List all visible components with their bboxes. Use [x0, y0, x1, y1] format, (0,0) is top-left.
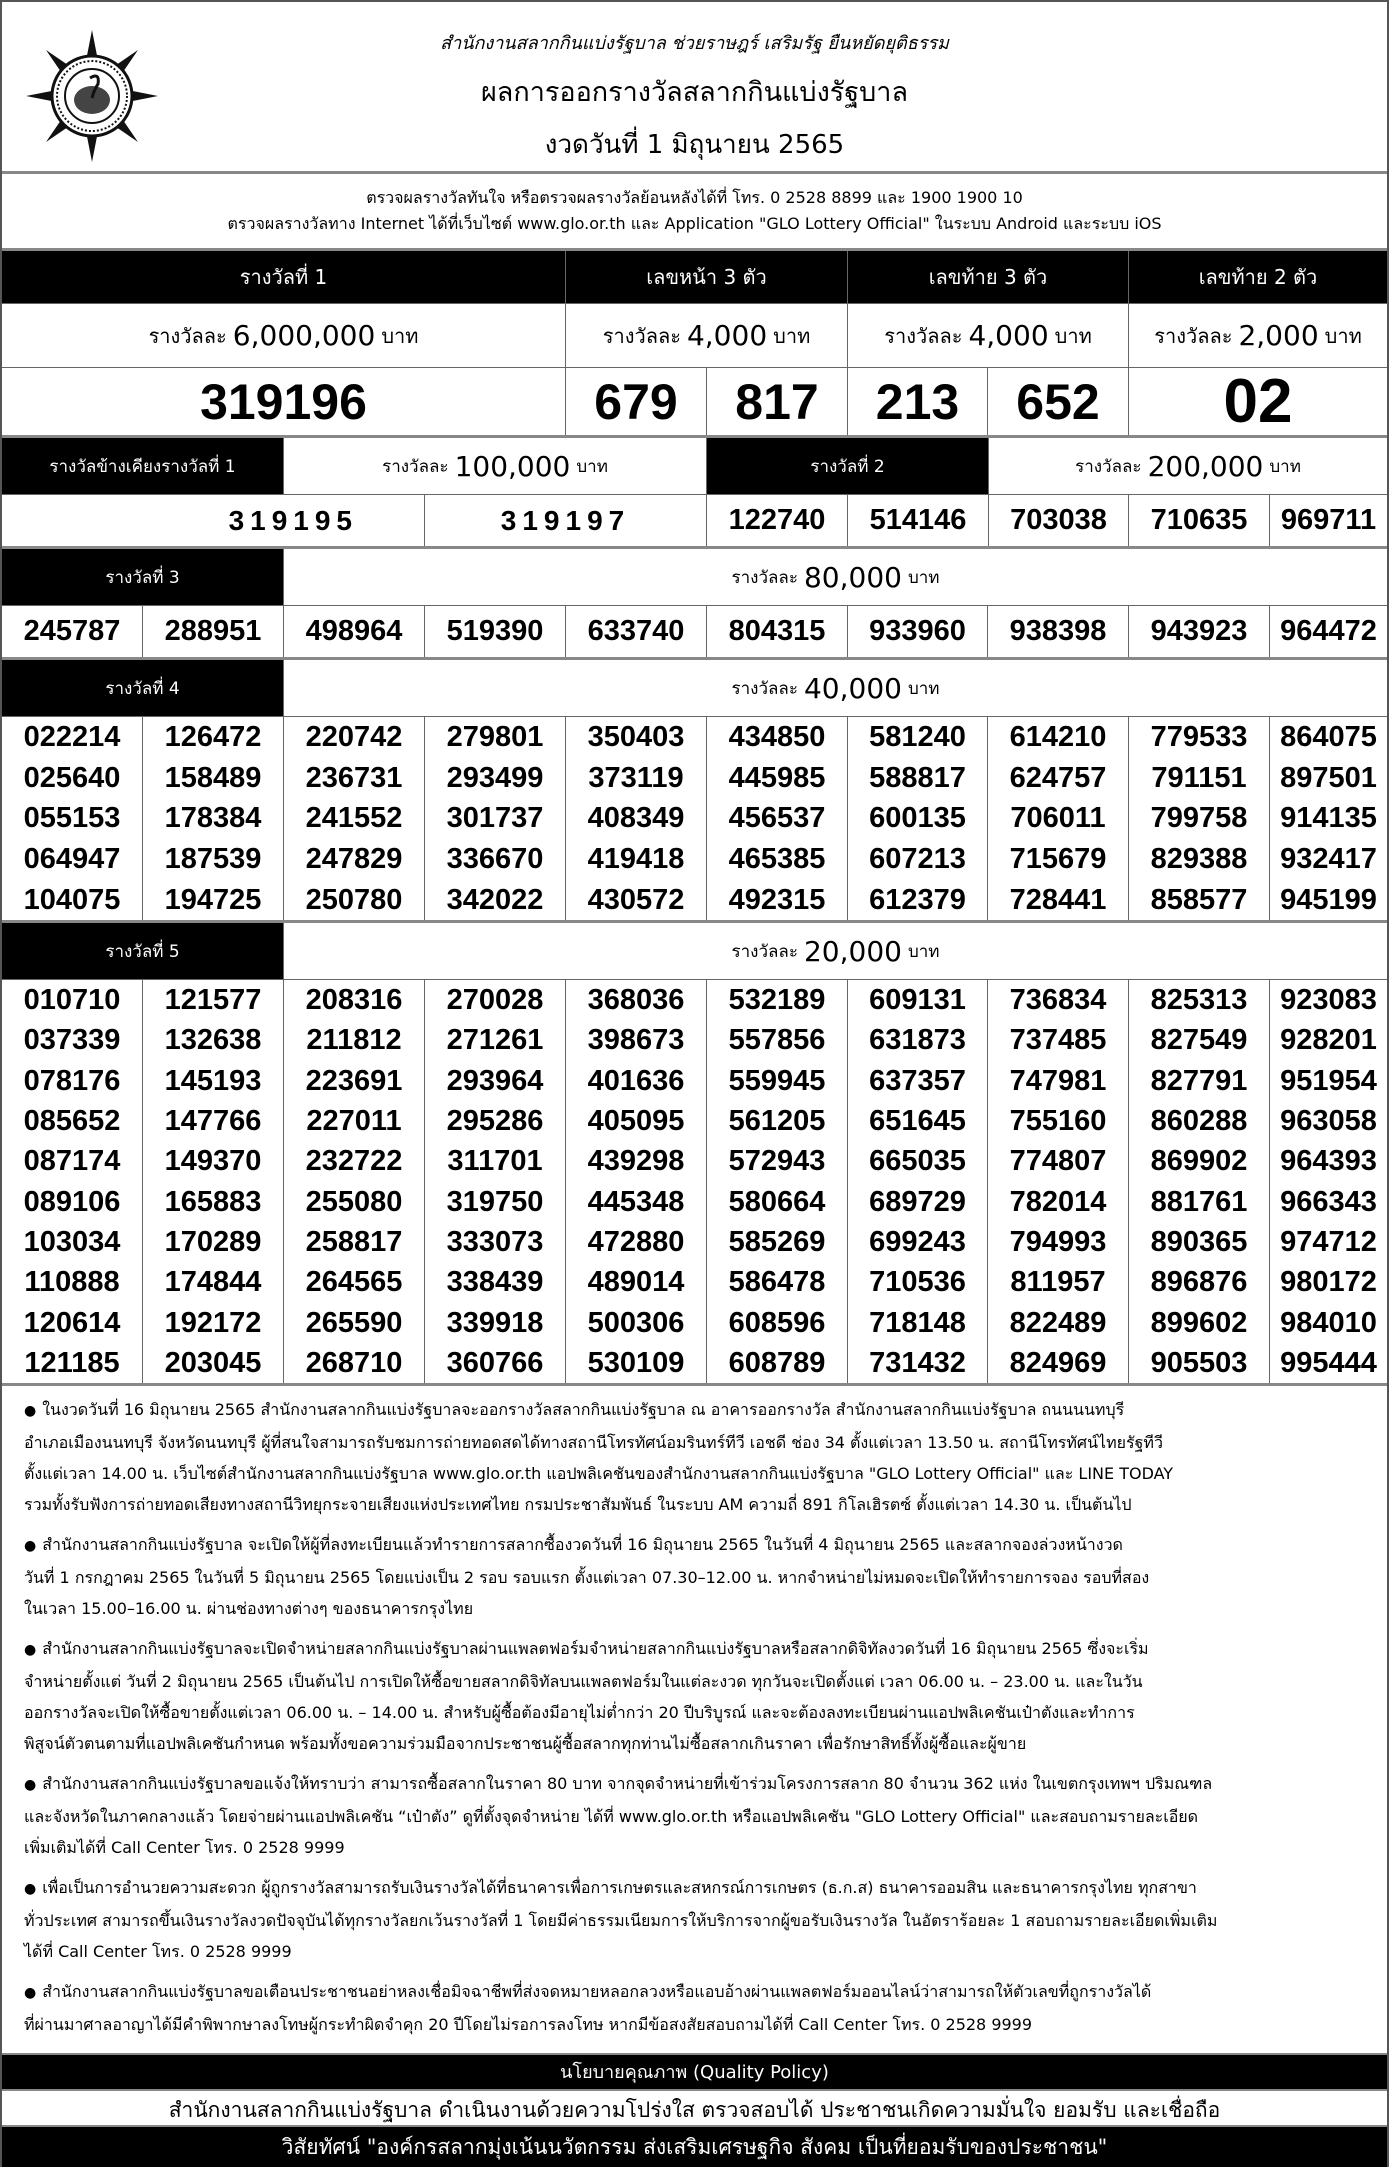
fifth-prize-number: 890365 — [1150, 1225, 1248, 1258]
fourth-prize-column — [425, 717, 566, 920]
announcement-text: พิสูจน์ตัวตนตามที่แอปพลิเคชันกำหนด พร้อมทั้งขอความร่วมมือจากประชาชนผู้ซื้อสลากทุกท่านไม่ซื้อสลากเกินราคา เพื่อรักษาสิทธิ์ทั้งผู้ซื้อและผู้ขาย — [24, 1734, 1027, 1753]
announcement-item — [24, 1976, 1367, 2040]
fourth-prize-number: 492315 — [728, 883, 826, 916]
fourth-prize-number: 465385 — [728, 843, 826, 876]
fifth-prize-number: 145193 — [164, 1064, 262, 1097]
fifth-prize-number: 580664 — [728, 1185, 826, 1218]
fifth-prize-number: 132638 — [164, 1024, 262, 1057]
fifth-prize-number: 822489 — [1009, 1306, 1107, 1339]
fourth-prize-number: 829388 — [1150, 843, 1248, 876]
fifth-prize-column — [284, 980, 425, 1383]
announcement-text: สำนักงานสลากกินแบ่งรัฐบาลขอเตือนประชาชนอย่าหลงเชื่อมิจฉาชีพที่ส่งจดหมายหลอกลวงหรือแอบอ้างผ่านแพลตฟอร์มออนไลน์ว่าสามารถให้ตัวเลขที่ถูกรางวัลได้ — [42, 1982, 1152, 2001]
fifth-prize-number: 149370 — [164, 1145, 262, 1178]
fifth-prize-number: 710536 — [869, 1266, 966, 1299]
fifth-prize-number: 010710 — [23, 984, 121, 1017]
page-title: ผลการออกรางวัลสลากกินแบ่งรัฐบาล — [480, 77, 909, 108]
last3-number: 652 — [988, 368, 1129, 435]
bullet-icon: ● — [24, 1538, 37, 1554]
announcement-text: สำนักงานสลากกินแบ่งรัฐบาลจะเปิดจำหน่ายสลากกินแบ่งรัฐบาลผ่านแพลตฟอร์มจำหน่ายสลากกินแบ่งรัฐบาลหรือสลากดิจิทัลงวดวันที่ 16 มิถุนายน 2565 ซึ่งจะเริ่ม — [42, 1639, 1149, 1658]
bullet-icon: ● — [24, 1642, 37, 1658]
announcement-line — [24, 1529, 1367, 1562]
fifth-prize-number: 333073 — [446, 1225, 544, 1258]
fourth-prize-number: 055153 — [23, 802, 121, 835]
fourth-prize-number: 064947 — [23, 843, 121, 876]
fifth-prize-number: 561205 — [728, 1105, 826, 1138]
fourth-prize-number: 607213 — [869, 843, 966, 876]
fifth-prize-number: 271261 — [446, 1024, 544, 1057]
announcement-item — [24, 1394, 1367, 1520]
fourth-prize-number: 430572 — [587, 883, 685, 916]
fourth-prize-number: 301737 — [446, 802, 544, 835]
announcement-item — [24, 1529, 1367, 1624]
announcement-line — [24, 2009, 1367, 2040]
announcement-line — [24, 1697, 1367, 1728]
announcement-line — [24, 1666, 1367, 1697]
fifth-prize-number: 860288 — [1150, 1105, 1248, 1138]
announcement-line — [24, 1936, 1367, 1967]
fifth-prize-number: 110888 — [24, 1266, 120, 1299]
fifth-prize-column — [143, 980, 284, 1383]
announcement-item — [24, 1633, 1367, 1759]
fourth-prize-column — [1270, 717, 1387, 920]
fifth-prize-number: 500306 — [587, 1306, 685, 1339]
fourth-prize-number: 612379 — [869, 883, 966, 916]
fifth-prize-number: 755160 — [1009, 1105, 1107, 1138]
fourth-prize-number: 715679 — [1009, 843, 1107, 876]
fifth-prize-number: 208316 — [305, 984, 403, 1017]
fifth-prize-number: 736834 — [1009, 984, 1107, 1017]
fourth-prize-number: 342022 — [446, 883, 544, 916]
second-prize-number: 969711 — [1280, 504, 1377, 536]
third-prize-number: 933960 — [848, 606, 988, 657]
fifth-prize-number: 557856 — [728, 1024, 826, 1057]
fourth-prize-number: 178384 — [164, 802, 262, 835]
nearby-first-amount: รางวัลละ 100,000 บาท — [284, 438, 707, 494]
fifth-prize-number: 774807 — [1009, 1145, 1107, 1178]
fourth-prize-number: 791151 — [1151, 761, 1247, 794]
fourth-prize-column — [988, 717, 1129, 920]
fifth-prize-column — [848, 980, 988, 1383]
announcement-line — [24, 1562, 1367, 1593]
fourth-prize-number: 914135 — [1280, 802, 1377, 835]
second-prize-label: รางวัลที่ 2 — [707, 438, 989, 494]
fifth-prize-number: 293964 — [446, 1064, 544, 1097]
fourth-prize-number: 247829 — [305, 843, 403, 876]
fifth-prize-number: 338439 — [446, 1266, 544, 1299]
announcement-text: เพิ่มเติมได้ที่ Call Center โทร. 0 2528 9999 — [24, 1838, 345, 1857]
fifth-prize-number: 087174 — [23, 1145, 121, 1178]
announcement-text: สำนักงานสลากกินแบ่งรัฐบาล จะเปิดให้ผู้ที่ลงทะเบียนแล้วทำรายการสลากซื้องวดวันที่ 16 มิถุนายน 2565 ในวันที่ 4 มิถุนายน 2565 และสลากจองล่วงหน้างวด — [42, 1535, 1123, 1554]
fifth-prize-number: 439298 — [587, 1145, 685, 1178]
draw-date: งวดวันที่ 1 มิถุนายน 2565 — [544, 130, 845, 160]
announcement-line — [24, 1801, 1367, 1832]
fourth-prize-grid — [2, 716, 1387, 920]
last2-amount: รางวัลละ 2,000 บาท — [1154, 319, 1362, 352]
fifth-prize-number: 899602 — [1150, 1306, 1248, 1339]
third-prize-label: รางวัลที่ 3 — [2, 549, 284, 605]
fifth-prize-number: 121185 — [24, 1346, 120, 1379]
third-prize-number: 633740 — [566, 606, 707, 657]
announcement-text: จำหน่ายตั้งแต่ วันที่ 2 มิถุนายน 2565 เป็นต้นไป การเปิดให้ซื้อขายสลากดิจิทัลบนแพลตฟอร์มในแต่ละงวด ทุกวันจะเปิดตั้งแต่ เวลา 06.00 น. – 23.00 น. และในวัน — [24, 1672, 1143, 1691]
announcements — [2, 1383, 1387, 2053]
second-prize-amount: รางวัลละ 200,000 บาท — [1075, 449, 1301, 483]
fifth-prize-number: 268710 — [305, 1346, 403, 1379]
check-results-info — [2, 174, 1387, 251]
fifth-prize-column — [2, 980, 143, 1383]
fifth-prize-number: 747981 — [1009, 1064, 1107, 1097]
announcement-line — [24, 1905, 1367, 1936]
fifth-prize-number: 192172 — [164, 1306, 262, 1339]
fifth-prize-grid — [2, 979, 1387, 1383]
vision-statement: วิสัยทัศน์ "องค์กรสลากมุ่งเน้นนวัตกรรม ส่งเสริมเศรษฐกิจ สังคม เป็นที่ยอมรับของประชาชน" — [2, 2127, 1387, 2167]
fifth-prize-column — [1270, 980, 1387, 1383]
fourth-prize-column — [707, 717, 848, 920]
fifth-prize-section — [2, 920, 1387, 1383]
fifth-prize-label: รางวัลที่ 5 — [2, 923, 284, 979]
last2-number: 02 — [1223, 367, 1293, 436]
fifth-prize-column — [707, 980, 848, 1383]
fifth-prize-number: 559945 — [728, 1064, 826, 1097]
fifth-prize-number: 401636 — [587, 1064, 685, 1097]
fourth-prize-number: 373119 — [588, 761, 684, 794]
fifth-prize-column — [566, 980, 707, 1383]
fifth-prize-number: 665035 — [869, 1145, 966, 1178]
fifth-prize-number: 718148 — [869, 1306, 966, 1339]
fifth-prize-number: 398673 — [587, 1024, 685, 1057]
nearby-first-number: 319197 — [425, 495, 707, 546]
fourth-prize-number: 945199 — [1280, 883, 1377, 916]
fifth-prize-number: 608789 — [728, 1346, 826, 1379]
fourth-prize-number: 194725 — [164, 883, 262, 916]
fifth-prize-number: 319750 — [446, 1185, 544, 1218]
fifth-prize-number: 731432 — [869, 1346, 966, 1379]
fifth-prize-number: 966343 — [1280, 1185, 1377, 1218]
fourth-prize-number: 864075 — [1280, 721, 1377, 754]
fifth-prize-number: 905503 — [1150, 1346, 1248, 1379]
fourth-prize-number: 220742 — [305, 721, 403, 754]
fifth-prize-number: 651645 — [869, 1105, 966, 1138]
fourth-prize-label: รางวัลที่ 4 — [2, 660, 284, 716]
front3-label: เลขหน้า 3 ตัว — [566, 251, 848, 303]
fifth-prize-number: 532189 — [728, 984, 826, 1017]
fifth-prize-number: 827791 — [1150, 1064, 1248, 1097]
fifth-prize-number: 121577 — [164, 984, 262, 1017]
quality-policy-header: นโยบายคุณภาพ (Quality Policy) — [2, 2053, 1387, 2089]
bullet-icon: ● — [24, 1881, 37, 1897]
announcement-item — [24, 1872, 1367, 1967]
check-info-internet: ตรวจผลรางวัลทาง Internet ได้ที่เว็บไซต์ www.glo.or.th และ Application "GLO Lottery Official" ในระบบ Android และระบบ iOS — [227, 214, 1162, 233]
announcement-text: วันที่ 1 กรกฎาคม 2565 ในวันที่ 5 มิถุนายน 2565 โดยแบ่งเป็น 2 รอบ รอบแรก ตั้งแต่เวลา 07.30–12.00 น. หากจำหน่ายไม่หมดจะเปิดให้ทำรายการจอง รอบที่สอง — [24, 1568, 1150, 1587]
first-prize-amount: รางวัลละ 6,000,000 บาท — [2, 304, 566, 367]
fourth-prize-number: 581240 — [869, 721, 966, 754]
nearby-first-label: รางวัลข้างเคียงรางวัลที่ 1 — [2, 438, 284, 494]
fourth-prize-number: 706011 — [1010, 802, 1106, 835]
fifth-prize-number: 472880 — [587, 1225, 685, 1258]
announcement-line — [24, 1593, 1367, 1624]
second-prize-number: 710635 — [1129, 495, 1270, 546]
fourth-prize-amount: รางวัลละ 40,000 บาท — [731, 671, 940, 705]
fifth-prize-number: 964393 — [1280, 1145, 1377, 1178]
third-prize-number: 245787 — [2, 606, 143, 657]
bullet-icon: ● — [24, 1403, 37, 1419]
announcement-line — [24, 1832, 1367, 1863]
fifth-prize-number: 174844 — [164, 1266, 262, 1299]
third-prize-number: 519390 — [425, 606, 566, 657]
fourth-prize-number: 624757 — [1009, 761, 1107, 794]
fifth-prize-number: 824969 — [1009, 1346, 1107, 1379]
fifth-prize-number: 984010 — [1280, 1306, 1377, 1339]
fifth-prize-number: 078176 — [23, 1064, 121, 1097]
third-prize-number: 288951 — [143, 606, 284, 657]
fifth-prize-number: 265590 — [305, 1306, 403, 1339]
fourth-prize-column — [284, 717, 425, 920]
fourth-prize-number: 158489 — [164, 761, 262, 794]
announcement-line — [24, 1872, 1367, 1905]
fifth-prize-number: 227011 — [306, 1105, 402, 1138]
fourth-prize-number: 799758 — [1150, 802, 1248, 835]
fourth-prize-number: 025640 — [23, 761, 121, 794]
fifth-prize-number: 608596 — [728, 1306, 826, 1339]
fifth-prize-number: 270028 — [446, 984, 544, 1017]
fourth-prize-column — [143, 717, 284, 920]
fourth-prize-number: 419418 — [587, 843, 685, 876]
fourth-prize-number: 126472 — [164, 721, 262, 754]
fifth-prize-number: 995444 — [1280, 1346, 1377, 1379]
fifth-prize-number: 339918 — [446, 1306, 544, 1339]
third-prize-number: 964472 — [1280, 615, 1377, 647]
fifth-prize-number: 794993 — [1009, 1225, 1107, 1258]
announcement-line — [24, 1633, 1367, 1666]
announcement-text: สำนักงานสลากกินแบ่งรัฐบาลขอแจ้งให้ทราบว่า สามารถซื้อสลากในราคา 80 บาท จากจุดจำหน่ายที่เข้าร่วมโครงการสลาก 80 จำนวน 362 แห่ง ในเขตกรุงเทพฯ ปริมณฑล — [42, 1774, 1213, 1793]
fifth-prize-amount: รางวัลละ 20,000 บาท — [731, 934, 940, 968]
fifth-prize-number: 264565 — [305, 1266, 403, 1299]
fifth-prize-number: 211812 — [306, 1024, 402, 1057]
announcement-line — [24, 1976, 1367, 2009]
announcement-line — [24, 1458, 1367, 1489]
header — [2, 2, 1387, 174]
fifth-prize-number: 689729 — [869, 1185, 966, 1218]
bullet-icon: ● — [24, 1985, 37, 2001]
fifth-prize-number: 232722 — [305, 1145, 403, 1178]
fifth-prize-column — [1129, 980, 1270, 1383]
fourth-prize-number: 408349 — [587, 802, 685, 835]
fifth-prize-number: 963058 — [1280, 1105, 1377, 1138]
announcement-line — [24, 1394, 1367, 1427]
fourth-prize-column — [2, 717, 143, 920]
fifth-prize-number: 631873 — [869, 1024, 966, 1057]
announcement-item — [24, 1768, 1367, 1863]
announcement-text: ที่ผ่านมาศาลอาญาได้มีคำพิพากษาลงโทษผู้กระทำผิดจำคุก 20 ปีโดยไม่รอการลงโทษ หากมีข้อสงสัยสอบถามได้ที่ Call Center โทร. 0 2528 9999 — [24, 2015, 1033, 2034]
third-prize-amount: รางวัลละ 80,000 บาท — [731, 560, 940, 594]
second-prize-number: 122740 — [707, 495, 848, 546]
last3-number: 213 — [848, 368, 988, 435]
announcement-text: เพื่อเป็นการอำนวยความสะดวก ผู้ถูกรางวัลสามารถรับเงินรางวัลได้ที่ธนาคารเพื่อการเกษตรและสหกรณ์การเกษตร (ธ.ก.ส) ธนาคารออมสิน และธนาคารกรุงไทย ทุกสาขา — [42, 1878, 1197, 1897]
fourth-prize-number: 614210 — [1009, 721, 1107, 754]
nearby-and-second-prize — [2, 435, 1387, 546]
fourth-prize-number: 350403 — [587, 721, 685, 754]
second-prize-number: 703038 — [989, 495, 1129, 546]
bullet-icon: ● — [24, 1777, 37, 1793]
fourth-prize-column — [848, 717, 988, 920]
fifth-prize-column — [425, 980, 566, 1383]
fourth-prize-number: 858577 — [1150, 883, 1248, 916]
fifth-prize-number: 165883 — [164, 1185, 262, 1218]
fifth-prize-number: 085652 — [23, 1105, 121, 1138]
fifth-prize-number: 203045 — [164, 1346, 262, 1379]
second-prize-number: 514146 — [848, 495, 989, 546]
fourth-prize-number: 187539 — [164, 843, 262, 876]
fourth-prize-number: 600135 — [869, 802, 966, 835]
fourth-prize-number: 897501 — [1280, 761, 1377, 794]
fourth-prize-number: 588817 — [869, 761, 966, 794]
header-motto: สำนักงานสลากกินแบ่งรัฐบาล ช่วยราษฎร์ เสริมรัฐ ยืนหยัดยุติธรรม — [440, 33, 949, 54]
third-prize-number: 804315 — [707, 606, 848, 657]
front3-number: 817 — [707, 368, 848, 435]
fifth-prize-number: 923083 — [1280, 984, 1377, 1017]
fifth-prize-number: 223691 — [305, 1064, 403, 1097]
fourth-prize-number: 932417 — [1280, 843, 1377, 876]
fourth-prize-number: 456537 — [728, 802, 826, 835]
front3-amount: รางวัลละ 4,000 บาท — [566, 304, 848, 367]
front3-number: 679 — [566, 368, 707, 435]
check-info-phone: ตรวจผลรางวัลทันใจ หรือตรวจผลรางวัลย้อนหลังได้ที่ โทร. 0 2528 8899 และ 1900 1900 10 — [366, 188, 1023, 207]
fourth-prize-number: 728441 — [1009, 883, 1107, 916]
fifth-prize-number: 103034 — [23, 1225, 121, 1258]
fourth-prize-column — [566, 717, 707, 920]
fifth-prize-number: 170289 — [164, 1225, 262, 1258]
fifth-prize-number: 811957 — [1010, 1266, 1106, 1299]
fifth-prize-number: 258817 — [305, 1225, 403, 1258]
fourth-prize-number: 279801 — [446, 721, 544, 754]
announcement-text: ในเวลา 15.00–16.00 น. ผ่านช่องทางต่างๆ ของธนาคารกรุงไทย — [24, 1599, 474, 1618]
fifth-prize-number: 951954 — [1280, 1064, 1377, 1097]
fourth-prize-number: 104075 — [23, 883, 121, 916]
announcement-text: ในงวดวันที่ 16 มิถุนายน 2565 สำนักงานสลากกินแบ่งรัฐบาลจะออกรางวัลสลากกินแบ่งรัฐบาล ณ อาคารออกรางวัล สำนักงานสลากกินแบ่งรัฐบาล ถนนนนทบุรี — [42, 1400, 1125, 1419]
fifth-prize-number: 120614 — [23, 1306, 121, 1339]
fifth-prize-number: 896876 — [1150, 1266, 1248, 1299]
fifth-prize-number: 295286 — [446, 1105, 544, 1138]
fifth-prize-number: 825313 — [1150, 984, 1248, 1017]
third-prize-section — [2, 546, 1387, 657]
fifth-prize-number: 928201 — [1280, 1024, 1377, 1057]
announcement-line — [24, 1728, 1367, 1759]
last3-amount: รางวัลละ 4,000 บาท — [848, 304, 1129, 367]
fifth-prize-number: 445348 — [587, 1185, 685, 1218]
fourth-prize-number: 336670 — [446, 843, 544, 876]
fourth-prize-number: 434850 — [728, 721, 826, 754]
fifth-prize-number: 609131 — [869, 984, 966, 1017]
third-prize-number: 498964 — [284, 606, 425, 657]
top-prizes-table — [2, 251, 1387, 435]
fifth-prize-number: 405095 — [587, 1105, 685, 1138]
fourth-prize-number: 241552 — [305, 802, 403, 835]
announcement-text: ออกรางวัลจะเปิดให้ซื้อขายตั้งแต่เวลา 06.00 น. – 14.00 น. สำหรับผู้ซื้อต้องมีอายุไม่ต่ำกว่า 20 ปีบริบูรณ์ และจะต้องลงทะเบียนผ่านแอปพลิเคชันเป๋าตังและทำการ — [24, 1703, 1135, 1722]
fifth-prize-number: 637357 — [869, 1064, 966, 1097]
third-prize-number: 943923 — [1129, 606, 1270, 657]
fifth-prize-number: 037339 — [23, 1024, 121, 1057]
announcement-line — [24, 1768, 1367, 1801]
fourth-prize-number: 022214 — [23, 721, 121, 754]
first-prize-label: รางวัลที่ 1 — [2, 251, 566, 303]
last2-label: เลขท้าย 2 ตัว — [1129, 251, 1387, 303]
fifth-prize-number: 147766 — [164, 1105, 262, 1138]
fifth-prize-number: 530109 — [587, 1346, 685, 1379]
nearby-first-number: 319195 — [2, 495, 425, 546]
fourth-prize-number: 293499 — [446, 761, 544, 794]
fifth-prize-number: 089106 — [23, 1185, 121, 1218]
fifth-prize-number: 489014 — [587, 1266, 685, 1299]
announcement-text: และจังหวัดในภาคกลางแล้ว โดยจ่ายผ่านแอปพลิเคชัน “เป๋าตัง” ดูที่ตั้งจุดจำหน่าย ได้ที่ www.glo.or.th หรือแอปพลิเคชัน "GLO Lottery Official" และสอบถามรายละเอียด — [24, 1807, 1199, 1826]
fifth-prize-number: 360766 — [446, 1346, 544, 1379]
fifth-prize-number: 311701 — [447, 1145, 543, 1178]
quality-policy-text: สำนักงานสลากกินแบ่งรัฐบาล ดำเนินงานด้วยความโปร่งใส ตรวจสอบได้ ประชาชนเกิดความมั่นใจ ยอมรับ และเชื่อถือ — [2, 2089, 1387, 2127]
fifth-prize-number: 980172 — [1280, 1266, 1377, 1299]
announcement-text: ตั้งแต่เวลา 14.00 น. เว็บไซต์สำนักงานสลากกินแบ่งรัฐบาล www.glo.or.th แอปพลิเคชันของสำนักงานสลากกินแบ่งรัฐบาล "GLO Lottery Official" และ LINE TODAY — [24, 1464, 1174, 1483]
fifth-prize-number: 586478 — [728, 1266, 826, 1299]
fifth-prize-number: 869902 — [1150, 1145, 1248, 1178]
fifth-prize-number: 572943 — [728, 1145, 826, 1178]
third-prize-number: 938398 — [988, 606, 1129, 657]
fourth-prize-number: 779533 — [1150, 721, 1248, 754]
announcement-text: รวมทั้งรับฟังการถ่ายทอดเสียงทางสถานีวิทยุกระจายเสียงแห่งประเทศไทย กรมประชาสัมพันธ์ ในระบบ AM ความถี่ 891 กิโลเฮิรตซ์ ตั้งแต่เวลา 14.30 น. เป็นต้นไป — [24, 1495, 1132, 1514]
fifth-prize-number: 737485 — [1009, 1024, 1107, 1057]
announcement-text: อำเภอเมืองนนทบุรี จังหวัดนนทบุรี ผู้ที่สนใจสามารถรับชมการถ่ายทอดสดได้ทางสถานีโทรทัศน์อมรินทร์ทีวี เอชดี ช่อง 34 ตั้งแต่เวลา 13.50 น. สถานีโทรทัศน์ไทยรัฐทีวี — [24, 1433, 1163, 1452]
announcement-text: ได้ที่ Call Center โทร. 0 2528 9999 — [24, 1942, 292, 1961]
fifth-prize-number: 699243 — [869, 1225, 966, 1258]
fifth-prize-number: 782014 — [1009, 1185, 1107, 1218]
fifth-prize-number: 255080 — [305, 1185, 403, 1218]
fourth-prize-column — [1129, 717, 1270, 920]
fifth-prize-number: 881761 — [1150, 1185, 1248, 1218]
fourth-prize-number: 236731 — [305, 761, 403, 794]
fourth-prize-number: 445985 — [728, 761, 826, 794]
announcement-line — [24, 1489, 1367, 1520]
fourth-prize-section — [2, 657, 1387, 920]
fifth-prize-number: 974712 — [1280, 1225, 1377, 1258]
fourth-prize-number: 250780 — [305, 883, 403, 916]
fifth-prize-number: 368036 — [587, 984, 685, 1017]
announcement-line — [24, 1427, 1367, 1458]
fifth-prize-number: 827549 — [1150, 1024, 1248, 1057]
first-prize-number: 319196 — [2, 368, 566, 435]
announcement-text: ทั่วประเทศ สามารถขึ้นเงินรางวัลงวดปัจจุบันได้ทุกรางวัลยกเว้นรางวัลที่ 1 โดยมีค่าธรรมเนียมการให้บริการจากผู้ขอรับเงินรางวัล ในอัตราร้อยละ 1 สอบถามรายละเอียดเพิ่มเติม — [24, 1911, 1218, 1930]
fifth-prize-column — [988, 980, 1129, 1383]
last3-label: เลขท้าย 3 ตัว — [848, 251, 1129, 303]
fifth-prize-number: 585269 — [728, 1225, 826, 1258]
